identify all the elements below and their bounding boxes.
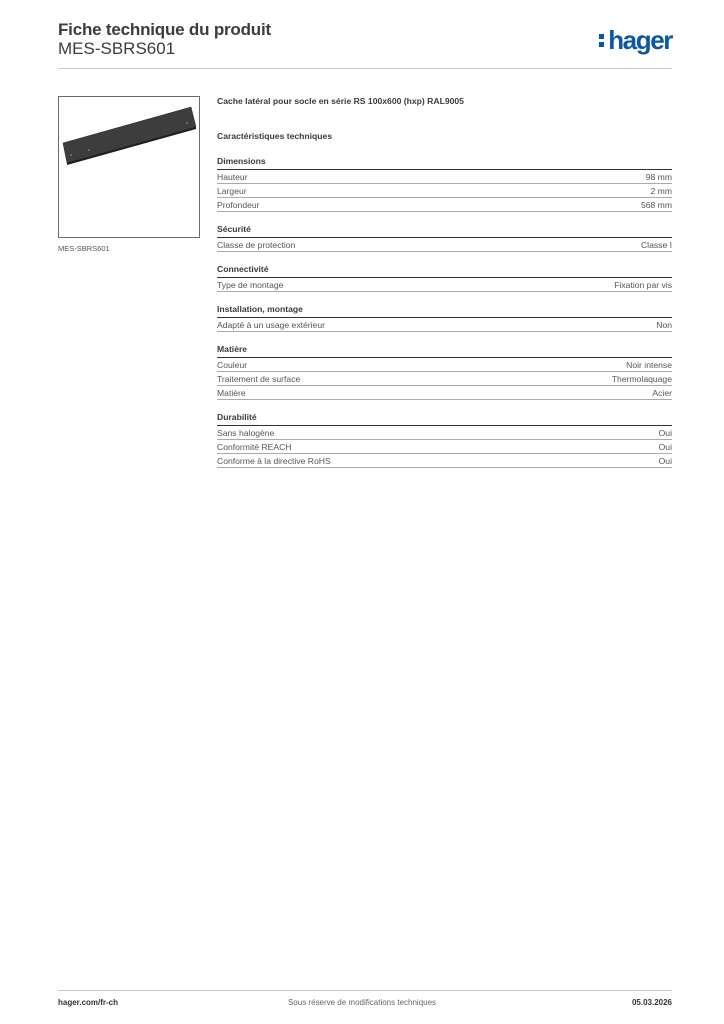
page-header (58, 20, 672, 68)
spec-groups (217, 156, 672, 468)
spec-group-title: Sécurité (217, 224, 672, 238)
spec-value: Noir intense (626, 360, 672, 370)
spec-row (217, 198, 672, 212)
header-divider (58, 68, 672, 69)
section-heading: Caractéristiques techniques (217, 131, 333, 141)
spec-label: Traitement de surface (217, 374, 301, 384)
spec-row (217, 426, 672, 440)
spec-row (217, 170, 672, 184)
spec-value: 568 mm (640, 200, 672, 210)
spec-value: 98 mm (645, 172, 672, 182)
footer-date: 05.03.2026 (631, 998, 672, 1007)
spec-group (217, 264, 672, 292)
spec-label: Conforme à la directive RoHS (217, 456, 331, 466)
spec-label: Couleur (217, 360, 248, 370)
spec-row (217, 278, 672, 292)
spec-label: Largeur (217, 186, 247, 196)
spec-group-title: Installation, montage (217, 304, 672, 318)
spec-group-title: Durabilité (217, 412, 672, 426)
spec-row (217, 318, 672, 332)
spec-group (217, 224, 672, 252)
spec-value: Oui (658, 442, 672, 452)
product-image (58, 96, 200, 238)
spec-row (217, 238, 672, 252)
spec-row (217, 386, 672, 400)
logo-text: hager (608, 25, 672, 55)
spec-label: Sans halogène (217, 428, 275, 438)
spec-value: Oui (658, 456, 672, 466)
spec-label: Adapté à un usage extérieur (217, 320, 325, 330)
spec-group-title: Matière (217, 344, 672, 358)
spec-group (217, 412, 672, 468)
spec-value: Thermolaquage (611, 374, 672, 384)
spec-group (217, 156, 672, 212)
spec-value: Non (656, 320, 672, 330)
spec-value: Classe I (640, 240, 672, 250)
product-description: Cache latéral pour socle en série RS 100x600 (hxp) RAL9005 (217, 96, 464, 106)
spec-row (217, 358, 672, 372)
spec-value: Acier (652, 388, 672, 398)
product-reference: MES-SBRS601 (58, 39, 176, 58)
hager-logo (599, 26, 672, 56)
spec-row (217, 372, 672, 386)
spec-label: Conformité REACH (217, 442, 292, 452)
document-title: Fiche technique du produit (58, 20, 271, 39)
spec-group-title: Connectivité (217, 264, 672, 278)
spec-group (217, 344, 672, 400)
spec-row (217, 440, 672, 454)
spec-row (217, 454, 672, 468)
image-caption: MES-SBRS601 (58, 244, 110, 253)
spec-value: Fixation par vis (614, 280, 672, 290)
spec-group-title: Dimensions (217, 156, 672, 170)
footer-divider (58, 990, 672, 991)
footer-website: hager.com/fr-ch (58, 998, 119, 1007)
logo-colon-mark (599, 26, 606, 50)
spec-label: Profondeur (217, 200, 260, 210)
spec-value: Oui (658, 428, 672, 438)
spec-label: Classe de protection (217, 240, 296, 250)
spec-value: 2 mm (650, 186, 672, 196)
product-panel-illustration (59, 97, 199, 237)
spec-label: Hauteur (217, 172, 248, 182)
footer-notice: Sous réserve de modifications techniques (287, 998, 437, 1007)
spec-row (217, 184, 672, 198)
spec-label: Type de montage (217, 280, 284, 290)
spec-group (217, 304, 672, 332)
spec-content (217, 96, 672, 468)
spec-label: Matière (217, 388, 246, 398)
